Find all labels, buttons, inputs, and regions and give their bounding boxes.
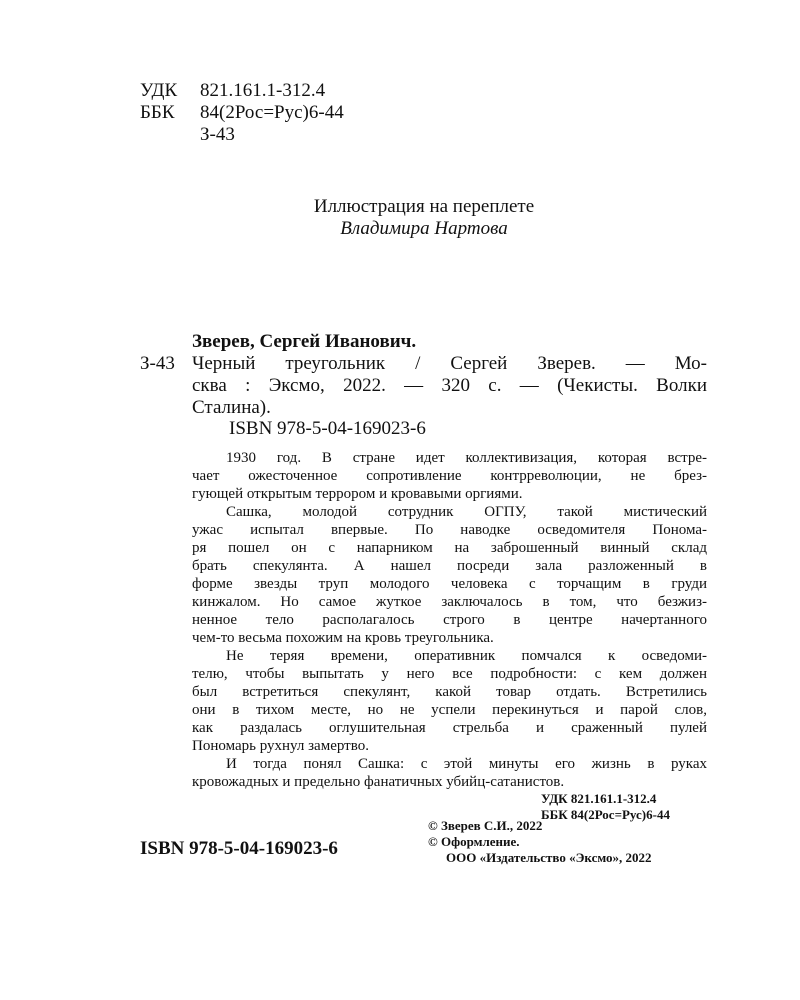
footer-bbk: ББК 84(2Рос=Рус)6-44 (541, 807, 670, 822)
annotation-line: они в тихом месте, но не успели перекинуться и парой слов, (192, 702, 707, 718)
annotation-line: кровожадных и предельно фанатичных убийц-сатанистов. (192, 774, 565, 790)
annotation-line: ненное тело располагалось строго в центре начертанного (192, 612, 707, 628)
udk-value: 821.161.1-312.4 (200, 80, 326, 101)
annotation-line: брать спекулянта. А нашел посреди зала разложенный в (192, 558, 707, 574)
copyright-design: © Оформление. (428, 834, 520, 849)
illustration-credit-line2: Владимира Нартова (340, 218, 508, 239)
annotation-line: ря пошел он с напарником на заброшенный винный склад (192, 540, 707, 556)
copyright-publisher: ООО «Издательство «Эксмо», 2022 (446, 850, 652, 865)
author-sign-value: З-43 (200, 124, 235, 145)
catalog-title-line: сква : Эксмо, 2022. — 320 с. — (Чекисты. Волки (192, 375, 707, 396)
annotation-line: 1930 год. В стране идет коллективизация, которая встре- (226, 450, 707, 466)
catalog-title-line: Черный треугольник / Сергей Зверев. — Мо- (192, 353, 707, 374)
annotation-line: телю, чтобы выпытать у него все подробности: с кем должен (192, 666, 707, 682)
author-sign-row (140, 124, 235, 146)
annotation-line: кинжалом. Но самое жуткое заключалось в том, что безжиз- (192, 594, 707, 610)
annotation-line: был встретиться спекулянт, какой товар отдать. Встретились (192, 684, 707, 700)
annotation-line: Пономарь рухнул замертво. (192, 738, 369, 754)
udk-row (140, 80, 325, 102)
isbn-bottom: ISBN 978-5-04-169023-6 (140, 838, 338, 859)
annotation-line: форме звезды труп молодого человека с торчащим в груди (192, 576, 707, 592)
annotation-line: гующей открытым террором и кровавыми оргиями. (192, 486, 523, 502)
udk-label: УДК (140, 80, 178, 101)
catalog-cutter: З-43 (140, 353, 175, 374)
copyright-author: © Зверев С.И., 2022 (428, 818, 543, 833)
catalog-title-line: Сталина). (192, 397, 271, 418)
footer-udk: УДК 821.161.1-312.4 (541, 791, 657, 806)
catalog-isbn: ISBN 978-5-04-169023-6 (229, 418, 426, 439)
bbk-label: ББК (140, 102, 175, 123)
annotation-line: чает ожесточенное сопротивление контрреволюции, не брез- (192, 468, 707, 484)
annotation-line: Не теряя времени, оперативник помчался к осведоми- (226, 648, 707, 664)
annotation-line: чем-то весьма похожим на кровь треугольника. (192, 630, 494, 646)
bbk-value: 84(2Рос=Рус)6-44 (200, 102, 344, 123)
bbk-row (140, 102, 344, 124)
annotation-line: Сашка, молодой сотрудник ОГПУ, такой мистический (226, 504, 707, 520)
annotation-line: ужас испытал впервые. По наводке осведомителя Понома- (192, 522, 707, 538)
illustration-credit-line1: Иллюстрация на переплете (313, 196, 535, 217)
annotation-line: как раздалась оглушительная стрельба и сраженный пулей (192, 720, 707, 736)
annotation-line: И тогда понял Сашка: с этой минуты его жизнь в руках (226, 756, 707, 772)
catalog-author: Зверев, Сергей Иванович. (192, 331, 417, 352)
